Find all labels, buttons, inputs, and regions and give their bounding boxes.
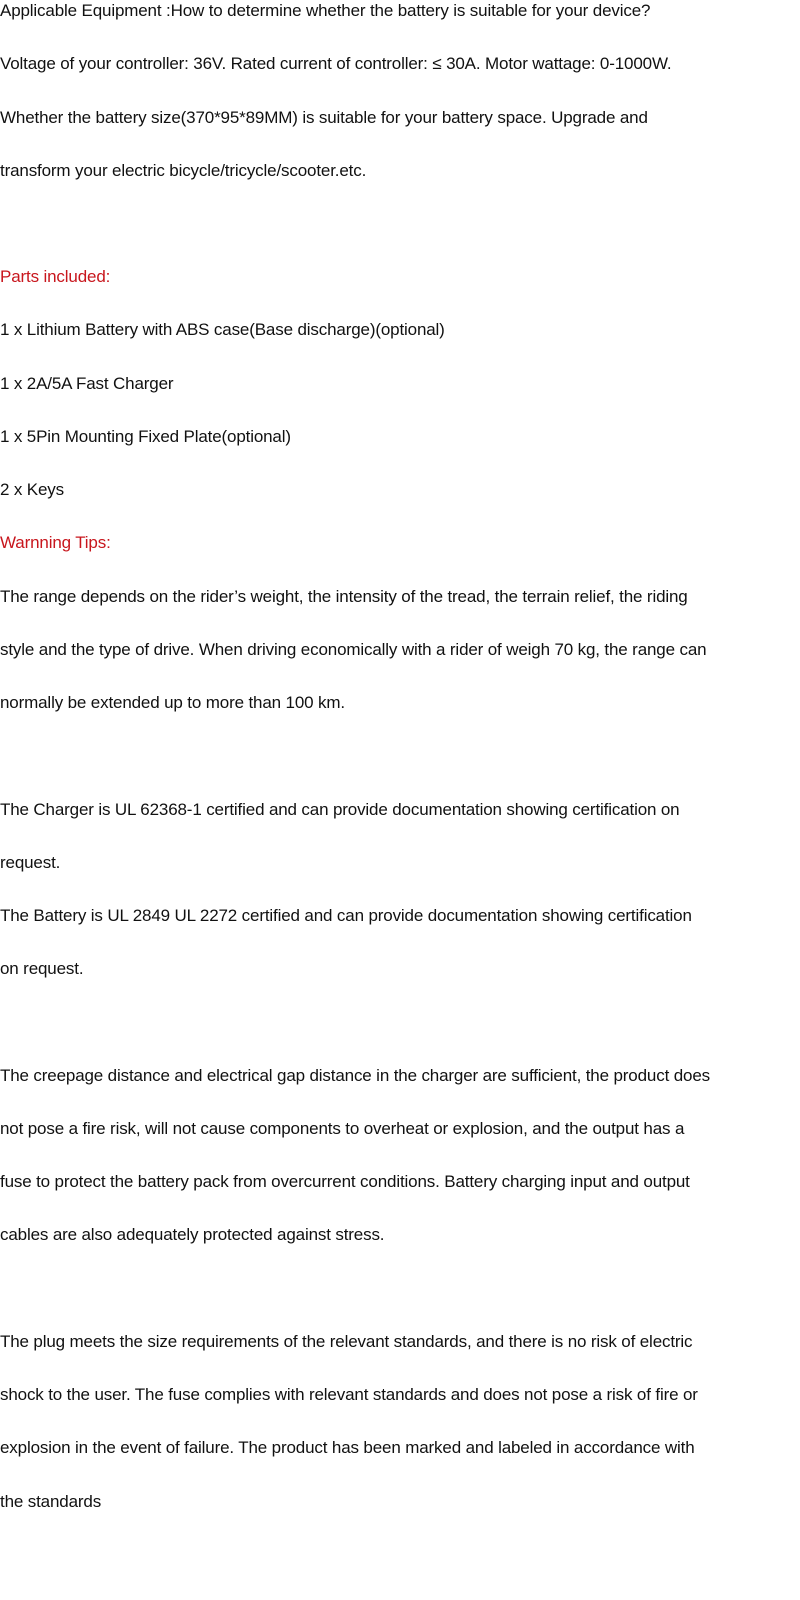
- controller-spec-text: Voltage of your controller: 36V. Rated current of controller: ≤ 30A. Motor wattage: 0-1000W.: [0, 54, 672, 73]
- plug-paragraph-line-4: the standards: [0, 1492, 102, 1511]
- parts-item-charger: 1 x 2A/5A Fast Charger: [0, 374, 174, 393]
- battery-certification-line-2: on request.: [0, 959, 84, 978]
- range-paragraph-line-3: normally be extended up to more than 100 km.: [0, 693, 345, 712]
- creepage-paragraph-line-2: not pose a fire risk, will not cause components to overheat or explosion, and the output has a: [0, 1119, 685, 1138]
- plug-paragraph-line-3: explosion in the event of failure. The product has been marked and labeled in accordance with: [0, 1438, 695, 1457]
- battery-size-text-continued: transform your electric bicycle/tricycle/scooter.etc.: [0, 161, 367, 180]
- parts-item-mounting-plate: 1 x 5Pin Mounting Fixed Plate(optional): [0, 427, 291, 446]
- range-paragraph-line-2: style and the type of drive. When driving economically with a rider of weigh 70 kg, the range can: [0, 640, 707, 659]
- battery-size-text: Whether the battery size(370*95*89MM) is suitable for your battery space. Upgrade and: [0, 108, 648, 127]
- parts-item-battery: 1 x Lithium Battery with ABS case(Base discharge)(optional): [0, 320, 445, 339]
- charger-certification-line-1: The Charger is UL 62368-1 certified and can provide documentation showing certification on: [0, 800, 680, 819]
- plug-paragraph-line-2: shock to the user. The fuse complies with relevant standards and does not pose a risk of fire or: [0, 1385, 698, 1404]
- plug-paragraph-line-1: The plug meets the size requirements of the relevant standards, and there is no risk of electric: [0, 1332, 693, 1351]
- parts-item-keys: 2 x Keys: [0, 480, 64, 499]
- creepage-paragraph-line-4: cables are also adequately protected against stress.: [0, 1225, 385, 1244]
- warning-tips-heading: Warnning Tips:: [0, 533, 111, 552]
- charger-certification-line-2: request.: [0, 853, 61, 872]
- parts-included-heading: Parts included:: [0, 267, 111, 286]
- range-paragraph-line-1: The range depends on the rider’s weight, the intensity of the tread, the terrain relief, the riding: [0, 587, 688, 606]
- applicable-equipment-text: Applicable Equipment :How to determine whether the battery is suitable for your device?: [0, 1, 651, 20]
- creepage-paragraph-line-1: The creepage distance and electrical gap distance in the charger are sufficient, the product does: [0, 1066, 710, 1085]
- battery-certification-line-1: The Battery is UL 2849 UL 2272 certified and can provide documentation showing certification: [0, 906, 692, 925]
- creepage-paragraph-line-3: fuse to protect the battery pack from overcurrent conditions. Battery charging input and output: [0, 1172, 690, 1191]
